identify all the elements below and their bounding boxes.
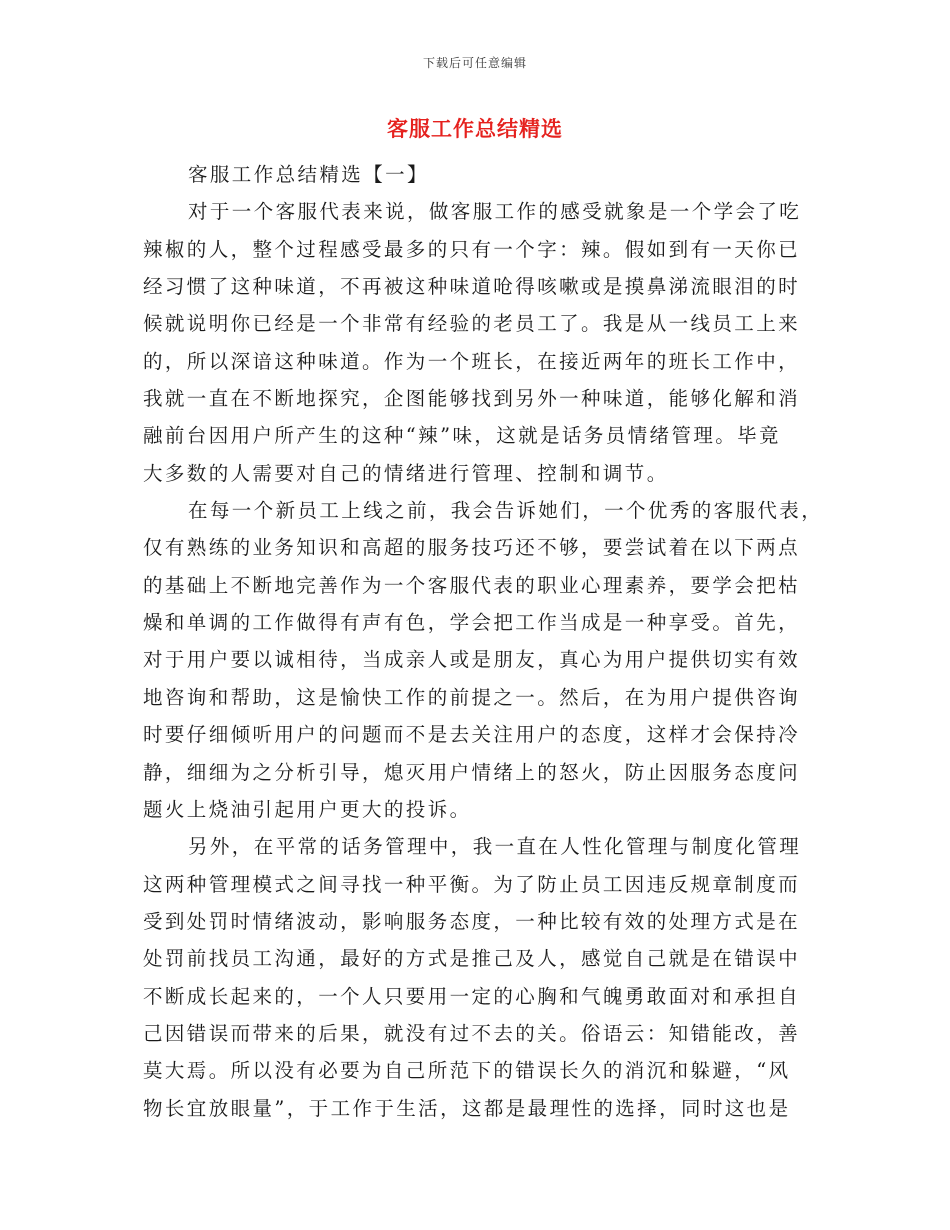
- paragraph-line: 地咨询和帮助，这是愉快工作的前提之一。然后，在为用户提供咨询: [143, 685, 801, 709]
- paragraph-line: 在每一个新员工上线之前，我会告诉她们，一个优秀的客服代表，: [188, 499, 824, 523]
- paragraph-line: 我就一直在不断地探究，企图能够找到另外一种味道，能够化解和消: [143, 387, 801, 411]
- paragraph-line: 这两种管理模式之间寻找一种平衡。为了防止员工因违反规章制度而: [143, 872, 801, 896]
- paragraph-line: 受到处罚时情绪波动，影响服务态度，一种比较有效的处理方式是在: [143, 909, 801, 933]
- paragraph-line: 时要仔细倾听用户的问题而不是去关注用户的态度，这样才会保持冷: [143, 723, 801, 747]
- document-title: 客服工作总结精选: [387, 116, 563, 141]
- paragraph-line: 的基础上不断地完善作为一个客服代表的职业心理素养，要学会把枯: [143, 573, 801, 597]
- paragraph-line: 大多数的人需要对自己的情绪进行管理、控制和调节。: [143, 461, 669, 485]
- paragraph-line: 己因错误而带来的后果，就没有过不去的关。俗语云：知错能改，善: [143, 1021, 801, 1045]
- paragraph-line: 题火上烧油引起用户更大的投诉。: [143, 797, 472, 821]
- paragraph-line: 对于用户要以诚相待，当成亲人或是朋友，真心为用户提供切实有效: [143, 648, 801, 672]
- paragraph-line: 辣椒的人，整个过程感受最多的只有一个字：辣。假如到有一天你已: [143, 237, 801, 261]
- paragraph-line: 处罚前找员工沟通，最好的方式是推己及人，感觉自己就是在错误中: [143, 947, 801, 971]
- paragraph-line: 候就说明你已经是一个非常有经验的老员工了。我是从一线员工上来: [143, 312, 801, 336]
- section-heading: 客服工作总结精选【一】: [188, 163, 429, 186]
- header-note: 下载后可任意编辑: [422, 56, 527, 70]
- paragraph-line: 另外，在平常的话务管理中，我一直在人性化管理与制度化管理: [188, 835, 802, 859]
- paragraph-line: 融前台因用户所产生的这种“辣”味，这就是话务员情绪管理。毕竟: [143, 424, 781, 448]
- paragraph-line: 静，细细为之分析引导，熄灭用户情绪上的怒火，防止因服务态度问: [143, 760, 801, 784]
- paragraph-line: 经习惯了这种味道，不再被这种味道呛得咳嗽或是摸鼻涕流眼泪的时: [143, 275, 801, 299]
- paragraph-line: 仅有熟练的业务知识和高超的服务技巧还不够，要尝试着在以下两点: [143, 536, 801, 560]
- paragraph-line: 物长宜放眼量”，于工作于生活，这都是最理性的选择，同时这也是: [143, 1096, 791, 1120]
- paragraph-line: 的，所以深谙这种味道。作为一个班长，在接近两年的班长工作中，: [143, 349, 801, 373]
- document-body: [143, 156, 824, 1127]
- paragraph-line: 不断成长起来的，一个人只要用一定的心胸和气魄勇敢面对和承担自: [143, 984, 801, 1008]
- paragraph-line: 对于一个客服代表来说，做客服工作的感受就象是一个学会了吃: [188, 200, 802, 224]
- paragraph-line: 莫大焉。所以没有必要为自己所范下的错误长久的消沉和躲避，“风: [143, 1059, 791, 1083]
- paragraph-line: 燥和单调的工作做得有声有色，学会把工作当成是一种享受。首先，: [143, 611, 801, 635]
